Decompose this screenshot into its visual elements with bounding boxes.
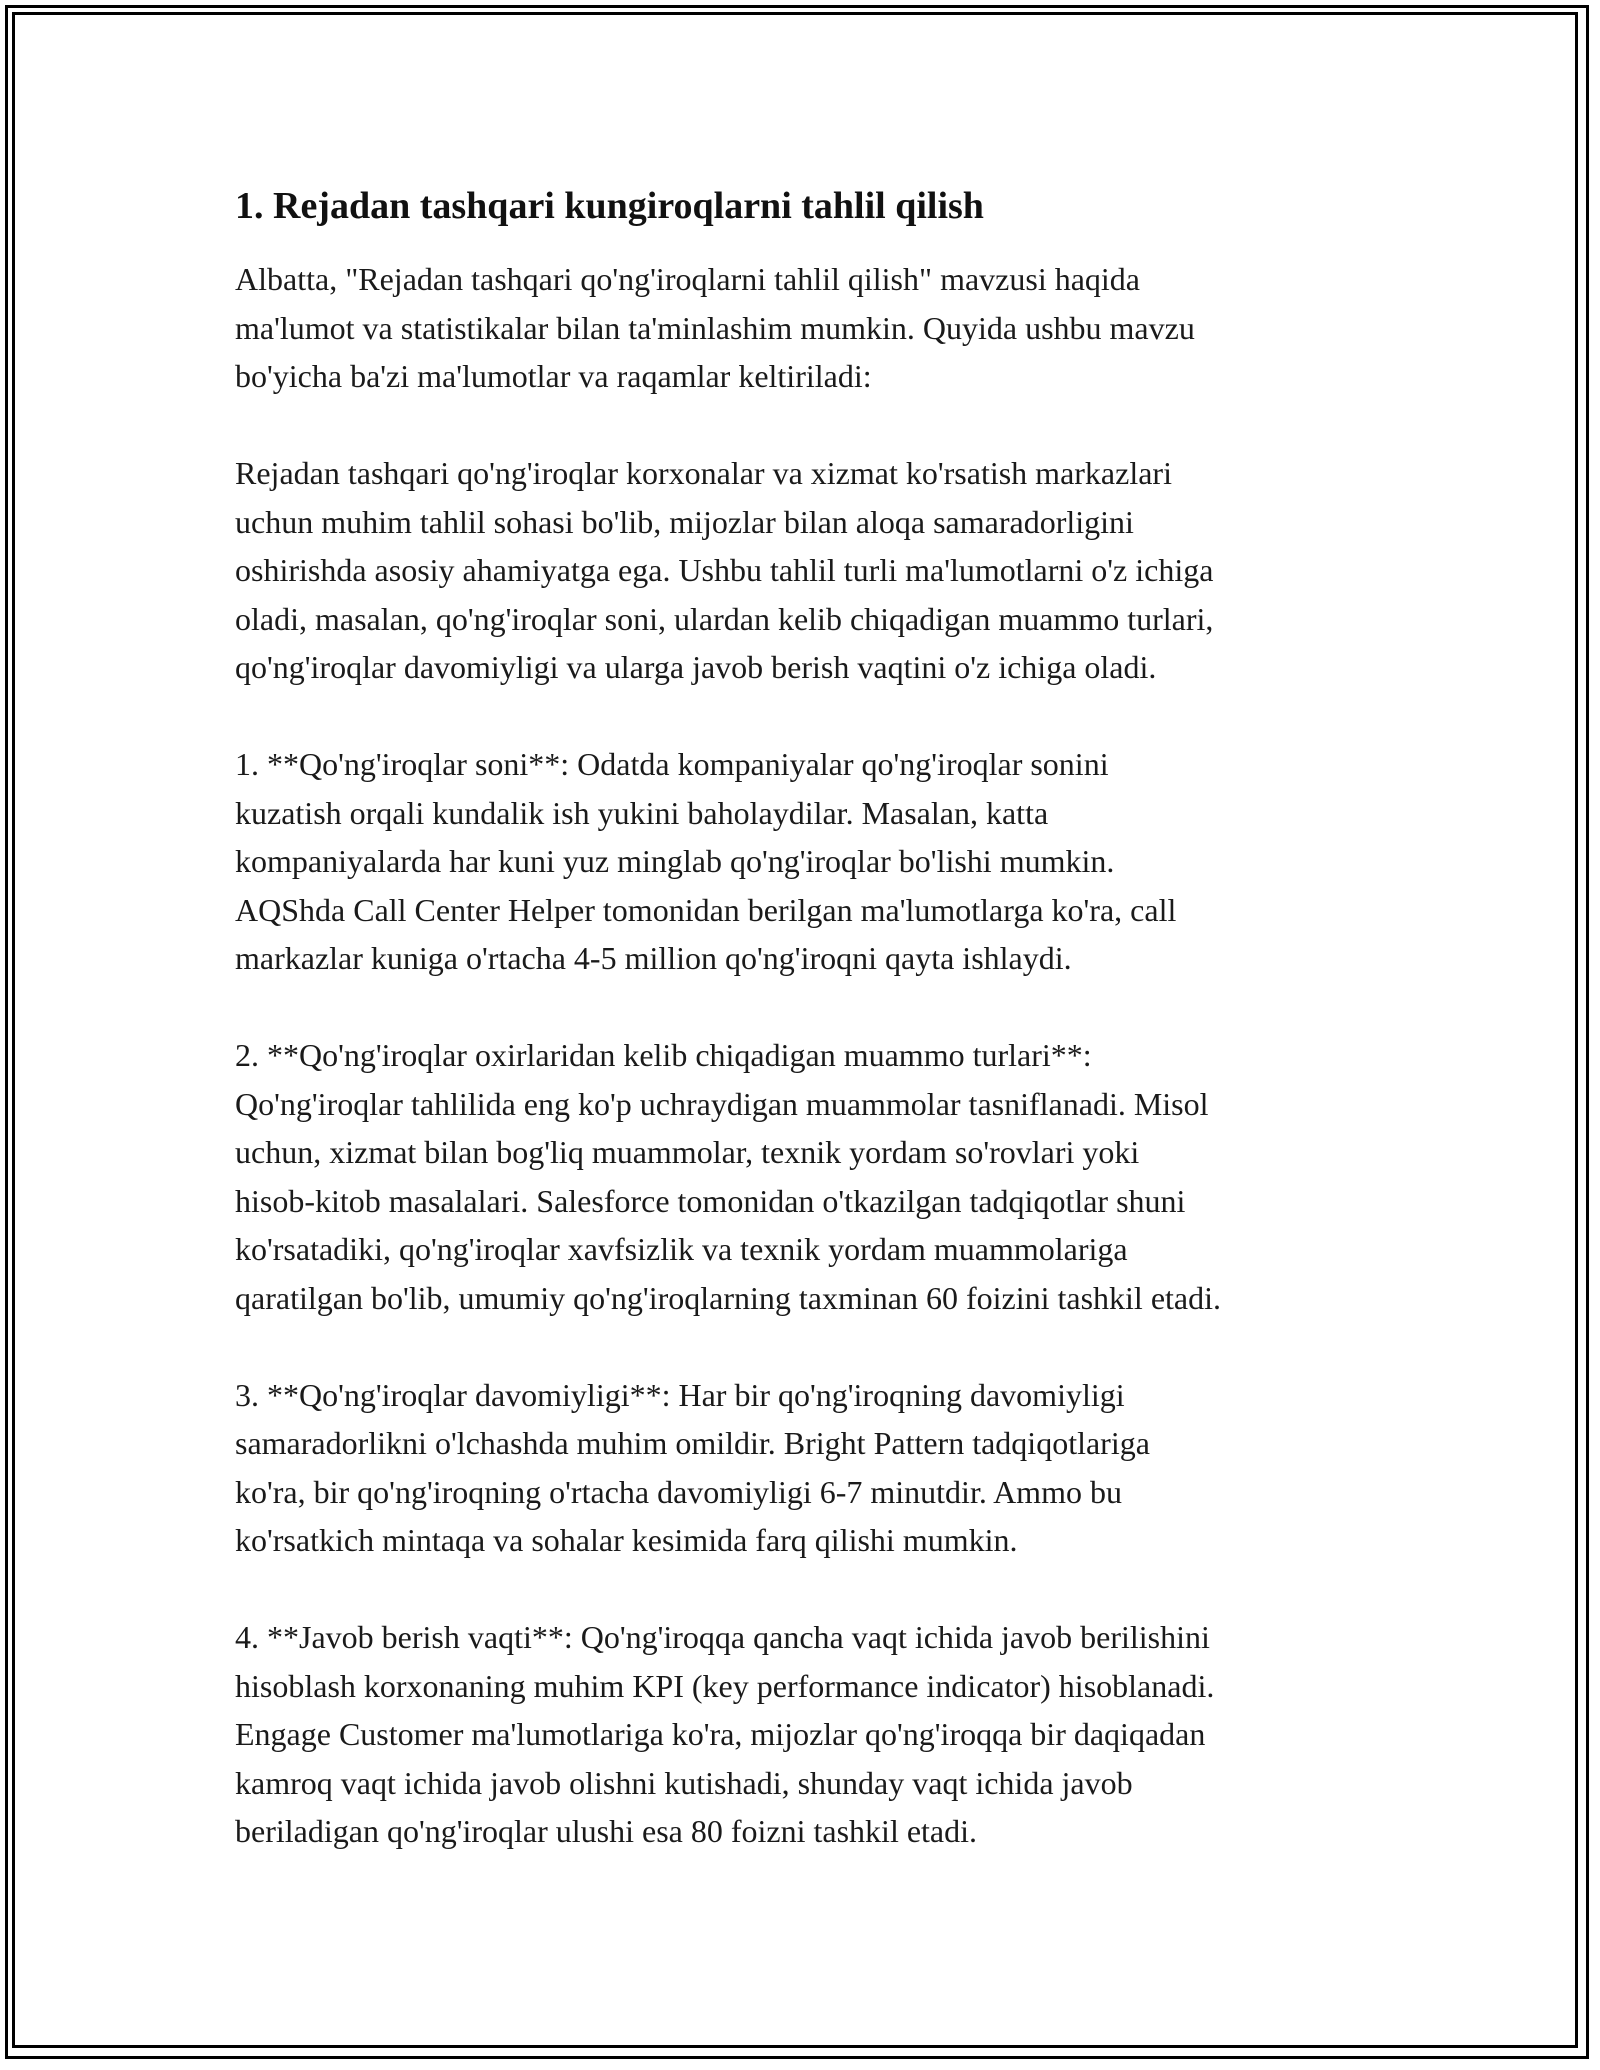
text-line: Engage Customer ma'lumotlariga ko'ra, mijozlar qo'ng'iroqqa bir daqiqadan <box>235 1716 1206 1753</box>
text-line: samaradorlikni o'lchashda muhim omildir. Bright Pattern tadqiqotlariga <box>235 1425 1150 1462</box>
text-line: ma'lumot va statistikalar bilan ta'minlashim mumkin. Quyida ushbu mavzu <box>235 309 1195 346</box>
text-line: 1. **Qo'ng'iroqlar soni**: Odatda kompaniyalar qo'ng'iroqlar sonini <box>235 746 1109 783</box>
text-line: 3. **Qo'ng'iroqlar davomiyligi**: Har bir qo'ng'iroqning davomiyligi <box>235 1376 1125 1413</box>
text-line: Albatta, "Rejadan tashqari qo'ng'iroqlarni tahlil qilish" mavzusi haqida <box>235 261 1140 298</box>
document-title: 1. Rejadan tashqari kungiroqlarni tahlil qilish <box>235 185 984 227</box>
text-line: ko'ra, bir qo'ng'iroqning o'rtacha davomiyligi 6-7 minutdir. Ammo bu <box>235 1473 1122 1510</box>
text-line: beriladigan qo'ng'iroqlar ulushi esa 80 foizni tashkil etadi. <box>235 1813 978 1850</box>
text-line: kamroq vaqt ichida javob olishni kutishadi, shunday vaqt ichida javob <box>235 1764 1133 1801</box>
text-line: kuzatish orqali kundalik ish yukini baholaydilar. Masalan, katta <box>235 794 1049 831</box>
paragraph-intro <box>235 255 1385 401</box>
text-line: 2. **Qo'ng'iroqlar oxirlaridan kelib chiqadigan muammo turlari**: <box>235 1037 1092 1074</box>
text-line: ko'rsatadiki, qo'ng'iroqlar xavfsizlik va texnik yordam muammolariga <box>235 1231 1128 1268</box>
text-line: kompaniyalarda har kuni yuz minglab qo'ng'iroqlar bo'lishi mumkin. <box>235 843 1115 880</box>
paragraph-item-4 <box>235 1613 1385 1856</box>
text-line: AQShda Call Center Helper tomonidan berilgan ma'lumotlarga ko'ra, call <box>235 891 1177 928</box>
text-line: qo'ng'iroqlar davomiyligi va ularga javob berish vaqtini o'z ichiga oladi. <box>235 649 1157 686</box>
document-body <box>235 182 1385 1904</box>
paragraph-overview <box>235 449 1385 692</box>
text-line: oladi, masalan, qo'ng'iroqlar soni, ulardan kelib chiqadigan muammo turlari, <box>235 600 1214 637</box>
text-line: qaratilgan bo'lib, umumiy qo'ng'iroqlarning taxminan 60 foizini tashkil etadi. <box>235 1279 1221 1316</box>
text-line: bo'yicha ba'zi ma'lumotlar va raqamlar keltiriladi: <box>235 358 872 395</box>
text-line: ko'rsatkich mintaqa va sohalar kesimida farq qilishi mumkin. <box>235 1522 1018 1559</box>
text-line: hisob-kitob masalalari. Salesforce tomonidan o'tkazilgan tadqiqotlar shuni <box>235 1182 1186 1219</box>
text-line: Qo'ng'iroqlar tahlilida eng ko'p uchraydigan muammolar tasniflanadi. Misol <box>235 1085 1209 1122</box>
text-line: markazlar kuniga o'rtacha 4-5 million qo'ng'iroqni qayta ishlaydi. <box>235 940 1072 977</box>
text-line: Rejadan tashqari qo'ng'iroqlar korxonalar va xizmat ko'rsatish markazlari <box>235 455 1172 492</box>
text-line: hisoblash korxonaning muhim KPI (key performance indicator) hisoblanadi. <box>235 1667 1215 1704</box>
text-line: uchun, xizmat bilan bog'liq muammolar, texnik yordam so'rovlari yoki <box>235 1134 1140 1171</box>
paragraph-item-3 <box>235 1371 1385 1565</box>
text-line: oshirishda asosiy ahamiyatga ega. Ushbu tahlil turli ma'lumotlarni o'z ichiga <box>235 552 1214 589</box>
text-line: uchun muhim tahlil sohasi bo'lib, mijozlar bilan aloqa samaradorligini <box>235 503 1134 540</box>
paragraph-item-1 <box>235 740 1385 983</box>
paragraph-item-2 <box>235 1031 1385 1322</box>
text-line: 4. **Javob berish vaqti**: Qo'ng'iroqqa qancha vaqt ichida javob berilishini <box>235 1619 1210 1656</box>
